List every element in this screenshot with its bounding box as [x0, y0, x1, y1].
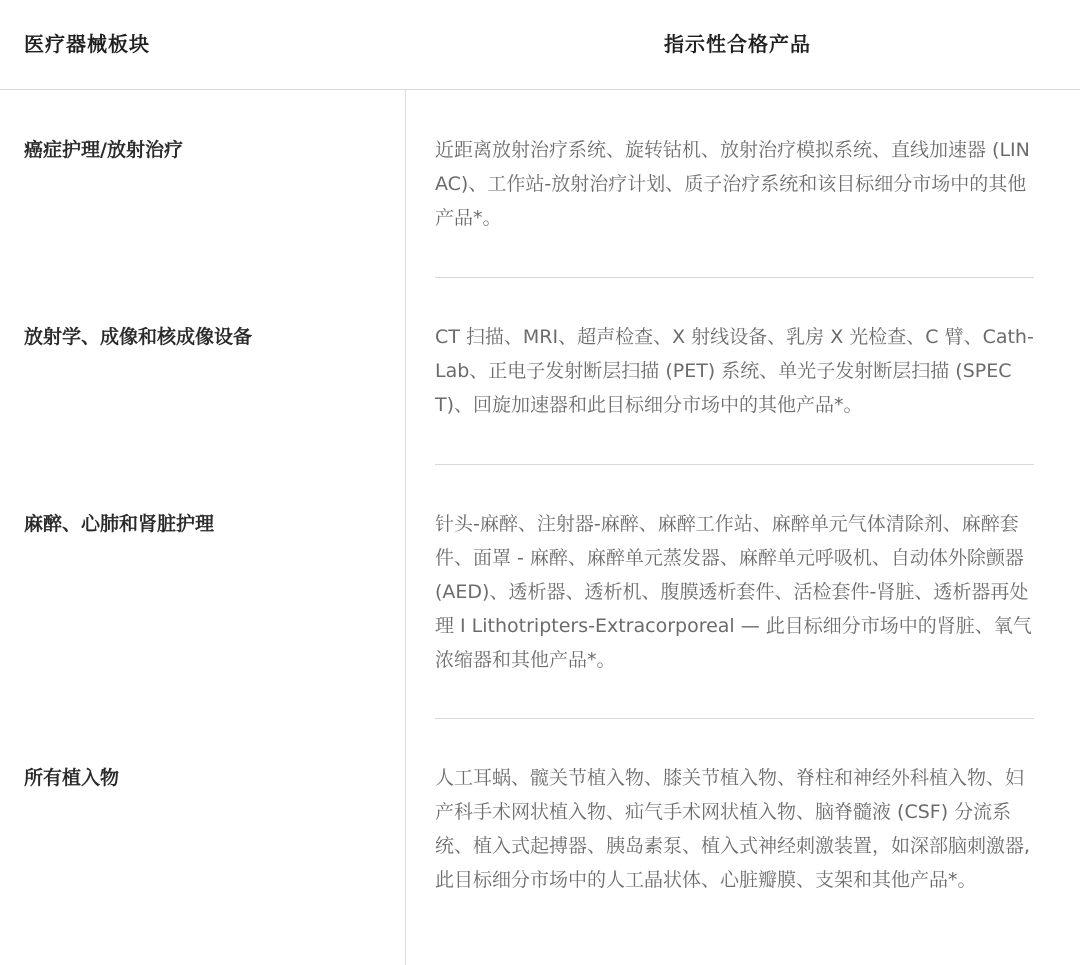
row-separator: [435, 277, 1034, 278]
row-sector-cancer-care: 癌症护理/放射治疗: [24, 139, 183, 161]
row-sector-implants: 所有植入物: [24, 767, 120, 789]
row-sector-anesthesia-renal: 麻醉、心肺和肾脏护理: [24, 513, 215, 535]
header-products: 指示性合格产品: [664, 32, 811, 56]
row-separator: [435, 464, 1034, 465]
header-sector: 医疗器械板块: [24, 32, 150, 56]
row-products-radiology-imaging: CT 扫描、MRI、超声检查、X 射线设备、乳房 X 光检查、C 臂、Cath-Lab、正电子发射断层扫描 (PET) 系统、单光子发射断层扫描 (SPECT)、回旋加速器和此目标细分市场中的其他产品*。: [435, 326, 1034, 416]
table-header: [0, 0, 1080, 90]
row-sector-radiology-imaging: 放射学、成像和核成像设备: [24, 326, 253, 348]
column-divider: [405, 90, 406, 965]
row-products-implants: 人工耳蜗、髋关节植入物、膝关节植入物、脊柱和神经外科植入物、妇产科手术网状植入物、疝气手术网状植入物、脑脊髓液 (CSF) 分流系统、植入式起搏器、胰岛素泵、植入式神经刺激装置，如深部脑刺激器, 此目标细分市场中的人工晶状体、心脏瓣膜、支架和其他产品*。: [435, 767, 1031, 891]
row-products-cancer-care: 近距离放射治疗系统、旋转钴机、放射治疗模拟系统、直线加速器 (LINAC)、工作站-放射治疗计划、质子治疗系统和该目标细分市场中的其他产品*。: [435, 139, 1030, 229]
row-products-anesthesia-renal: 针头-麻醉、注射器-麻醉、麻醉工作站、麻醉单元气体清除剂、麻醉套件、面罩 - 麻醉、麻醉单元蒸发器、麻醉单元呼吸机、自动体外除颤器 (AED)、透析器、透析机、腹膜透析套件、活检套件-肾脏、透析器再处理 I Lithotripters-Extracorporeal — 此目标细分市场中的肾脏、氧气浓缩器和其他产品*。: [435, 513, 1032, 671]
row-separator: [435, 718, 1034, 719]
